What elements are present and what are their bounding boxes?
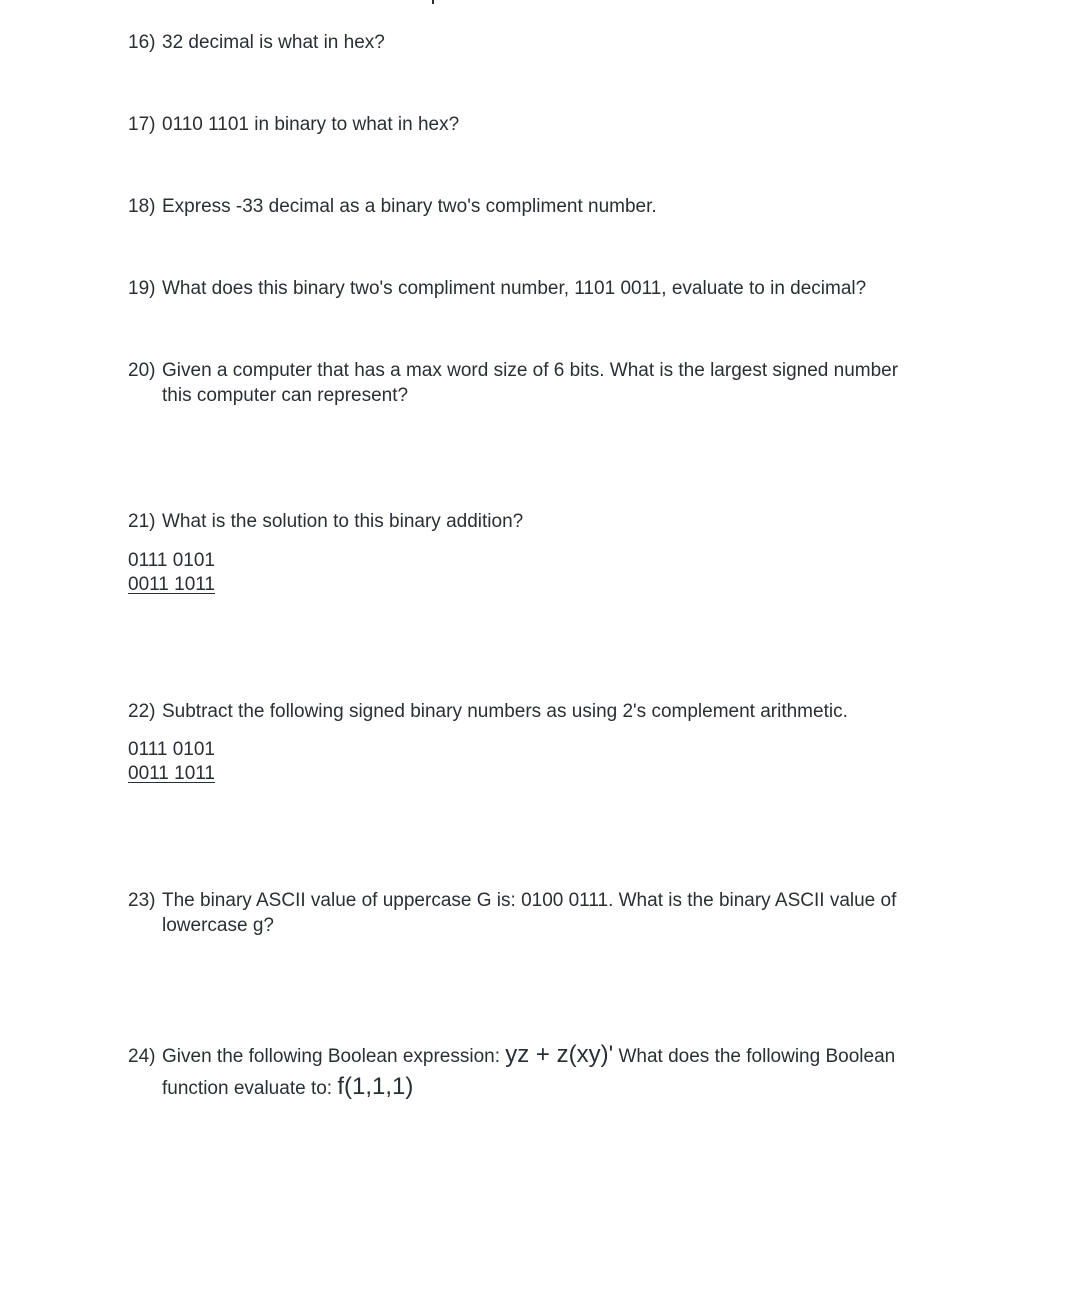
question-number: 18) — [128, 196, 156, 217]
question-21 — [128, 509, 978, 534]
function-prefix: function evaluate to: — [162, 1078, 338, 1099]
question-text-line-1: Given a computer that has a max word size of 6 bits. What is the largest signed number — [162, 360, 899, 381]
operand-bottom: 0011 1011 — [128, 574, 215, 595]
operand-top: 0111 0101 — [128, 550, 215, 571]
question-number: 21) — [128, 511, 156, 532]
subtraction-operands — [128, 738, 215, 786]
question-text-line-2: lowercase g? — [162, 915, 274, 936]
boolean-expression: yz + z(xy)' — [505, 1041, 614, 1068]
question-text: What does this binary two's compliment number, 1101 0011, evaluate to in decimal? — [162, 278, 867, 299]
question-number: 17) — [128, 114, 156, 135]
operand-bottom: 0011 1011 — [128, 763, 215, 784]
question-17 — [128, 112, 978, 137]
question-23 — [128, 888, 978, 938]
question-19 — [128, 276, 978, 301]
question-text-prefix: Given the following Boolean expression: — [162, 1046, 506, 1067]
question-16 — [128, 30, 978, 55]
question-text-suffix: What does the following Boolean — [613, 1046, 896, 1067]
question-24 — [128, 1040, 978, 1104]
question-number: 19) — [128, 278, 156, 299]
cut-off-glyph — [432, 0, 434, 4]
question-number: 22) — [128, 701, 156, 722]
question-text: What is the solution to this binary addition? — [162, 511, 524, 532]
question-20 — [128, 358, 978, 408]
question-number: 16) — [128, 32, 156, 53]
question-number: 20) — [128, 360, 156, 381]
question-text-line-1: The binary ASCII value of uppercase G is: 0100 0111. What is the binary ASCII value of — [162, 890, 897, 911]
question-18 — [128, 194, 978, 219]
question-text: 32 decimal is what in hex? — [162, 32, 385, 53]
question-text-line-2: this computer can represent? — [162, 385, 409, 406]
question-number: 24) — [128, 1046, 156, 1067]
question-text-line-2 — [128, 1072, 978, 1104]
operand-top: 0111 0101 — [128, 739, 215, 760]
addition-operands — [128, 549, 215, 597]
question-text: Express -33 decimal as a binary two's compliment number. — [162, 196, 657, 217]
question-text: Subtract the following signed binary numbers as using 2's complement arithmetic. — [162, 701, 848, 722]
function-call: f(1,1,1) — [337, 1073, 414, 1100]
question-text: 0110 1101 in binary to what in hex? — [162, 114, 460, 135]
question-22 — [128, 699, 978, 724]
question-number: 23) — [128, 890, 156, 911]
